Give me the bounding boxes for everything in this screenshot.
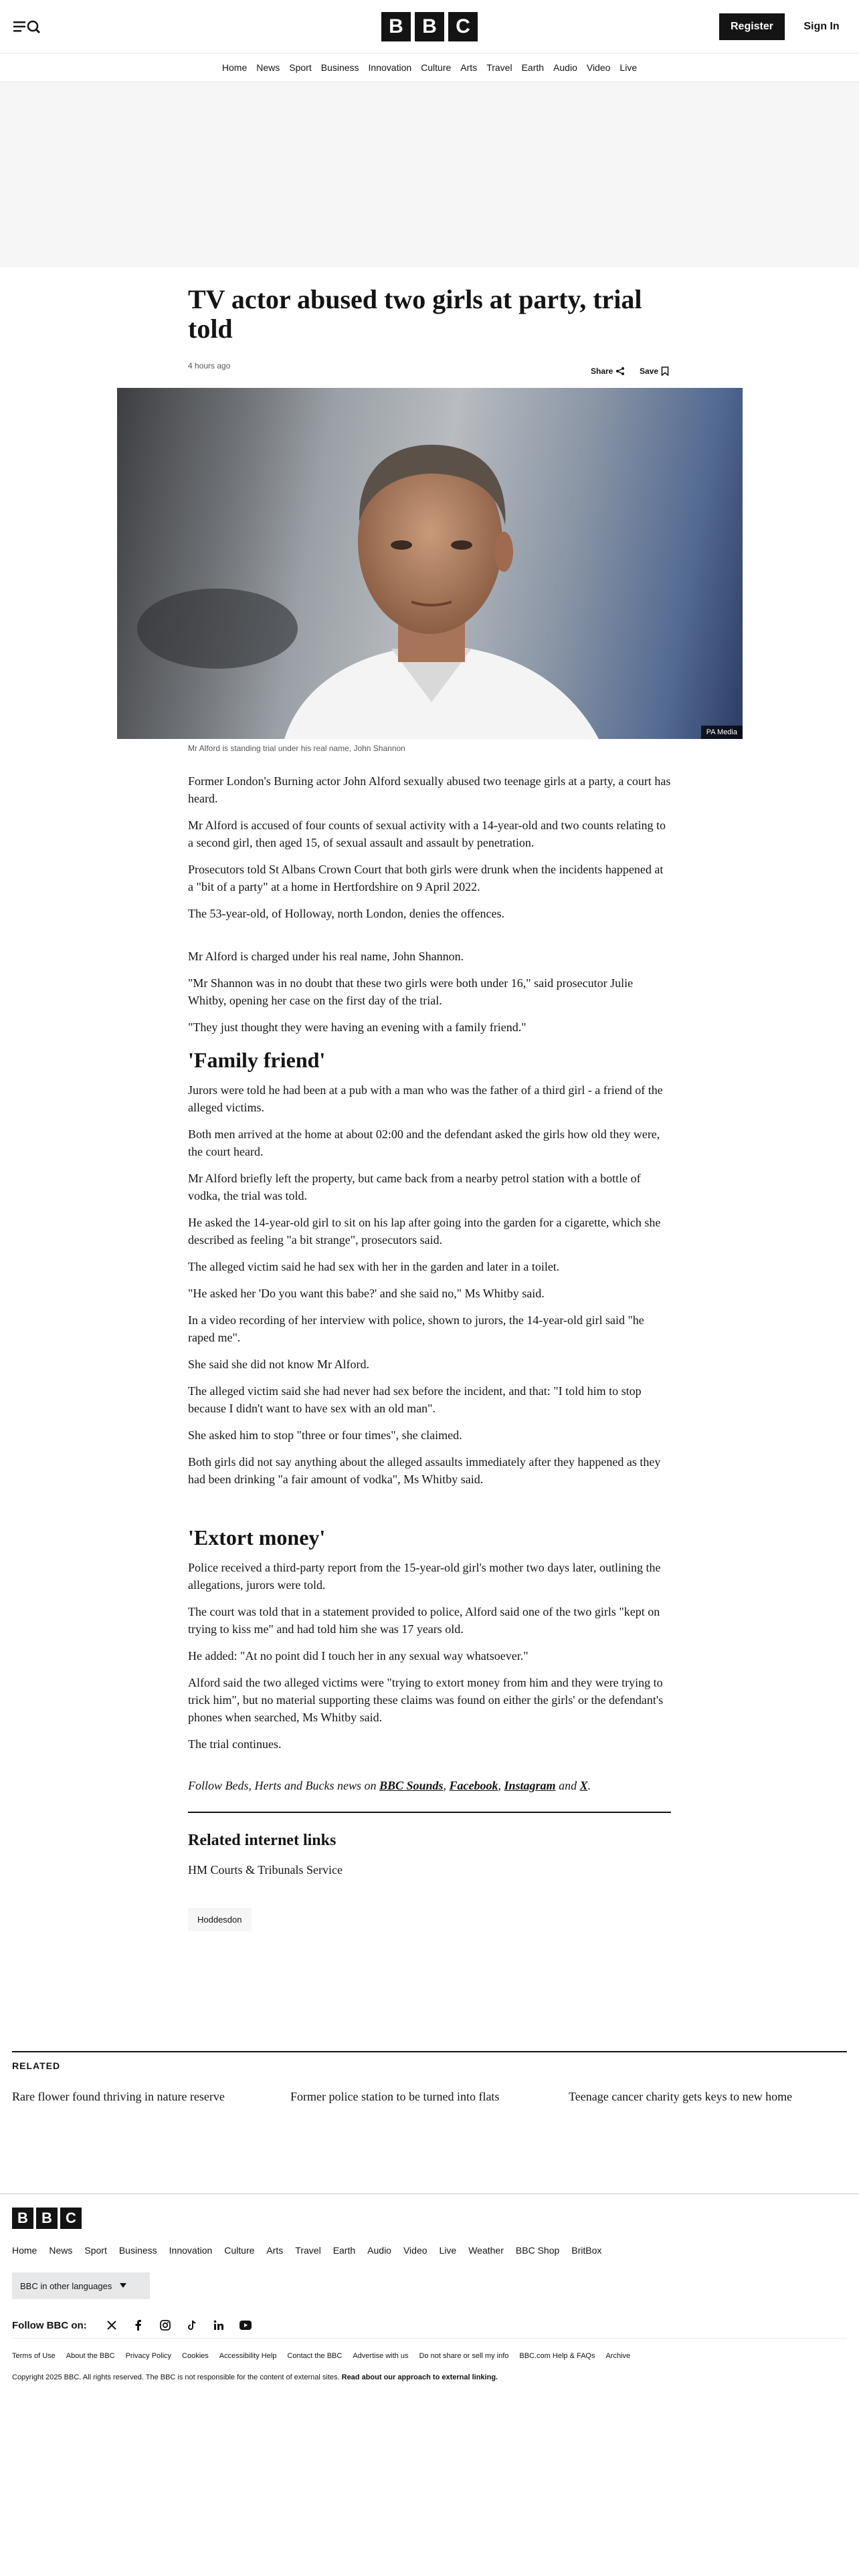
nav-item-culture[interactable]: Culture (421, 62, 452, 73)
related-links-title: Related internet links (188, 1832, 337, 1849)
follow-separator: and (555, 1779, 580, 1792)
copyright (12, 2373, 498, 2381)
paragraph: Mr Alford briefly left the property, but came back from a nearby petrol station with a bottle of vodka, the trial was told. (188, 1172, 641, 1202)
footer-bbc-logo[interactable] (12, 2208, 82, 2229)
social-icons (106, 2319, 252, 2331)
nav-item-sport[interactable]: Sport (289, 62, 312, 73)
paragraph: The alleged victim said she had never had sex before the incident, and that: "I told him to stop because I didn't want to have sex with an old man". (188, 1384, 642, 1415)
related-card[interactable]: Former police station to be turned into flats (290, 2090, 500, 2103)
external-linking-link[interactable]: Read about our approach to external linking. (341, 2373, 498, 2381)
footer-nav-item[interactable]: Weather (468, 2245, 504, 2256)
legal-link[interactable]: Archive (605, 2352, 631, 2360)
paragraph: Prosecutors told St Albans Crown Court that both girls were drunk when the incidents happened at a "bit of a party" at a home in Hertfordshire on 9 April 2022. (188, 863, 664, 893)
article-body (188, 772, 671, 1931)
footer-nav-item[interactable]: Sport (84, 2245, 107, 2256)
bbc-sounds-link[interactable]: BBC Sounds (379, 1779, 444, 1792)
follow-line (188, 1777, 671, 1794)
logo-letter: B (12, 2208, 33, 2229)
footer-nav-item[interactable]: Arts (266, 2245, 284, 2256)
top-bar (0, 0, 859, 53)
logo-letter: B (381, 12, 411, 41)
logo-letter: C (448, 12, 478, 41)
paragraph: "They just thought they were having an evening with a family friend." (188, 1021, 527, 1034)
ad-gap (188, 1497, 671, 1513)
article-header (188, 267, 671, 380)
subheading: 'Extort money' (188, 1525, 326, 1549)
paragraph: The court was told that in a statement provided to police, Alford said one of the two girls "kept on trying to kiss me" and had told him she was 17 years old. (188, 1605, 660, 1636)
paragraph: Both men arrived at the home at about 02:00 and the defendant asked the girls how old they were, the court heard. (188, 1128, 660, 1158)
instagram-link[interactable]: Instagram (504, 1779, 556, 1792)
hero-image (117, 388, 743, 739)
paragraph: The trial continues. (188, 1737, 282, 1751)
paragraph: Police received a third-party report from the 15-year-old girl's mother two days later, outlining the allegations, jurors were told. (188, 1561, 661, 1592)
paragraph: He asked the 14-year-old girl to sit on his lap after going into the garden for a cigarette, which she described as feeling "a bit strange", prosecutors said. (188, 1216, 661, 1247)
menu-icon (12, 17, 44, 36)
follow-prefix: Follow Beds, Herts and Bucks news on (188, 1779, 379, 1792)
paragraph: Mr Alford is accused of four counts of sexual activity with a 14-year-old and two counts relating to a second girl, then aged 15, of sexual assault and assault by penetration. (188, 819, 666, 849)
footer-nav-item[interactable]: News (49, 2245, 73, 2256)
paragraph: In a video recording of her interview with police, shown to jurors, the 14-year-old girl said "he raped me". (188, 1313, 644, 1344)
legal-link[interactable]: Accessibility Help (219, 2352, 277, 2360)
share-icon (615, 366, 625, 376)
footer-nav-item[interactable]: Innovation (169, 2245, 213, 2256)
topic-tag[interactable]: Hoddesdon (188, 1908, 252, 1931)
footer (0, 2193, 859, 2394)
main-nav (0, 53, 859, 82)
footer-nav-item[interactable]: Travel (295, 2245, 321, 2256)
register-button[interactable]: Register (719, 13, 785, 40)
legal-link[interactable]: Contact the BBC (287, 2352, 343, 2360)
paragraph: Alford said the two alleged victims were "trying to extort money from him and they were trying to trick him", but no material supporting these claims was found on either the girls' or the defendant's phones when searched, Ms Whitby said. (188, 1676, 664, 1724)
footer-nav-item[interactable]: Earth (332, 2245, 356, 2256)
legal-links (12, 2352, 630, 2360)
caret-down-icon (120, 2283, 126, 2288)
advert-space (0, 82, 859, 267)
subheading: 'Family friend' (188, 1048, 326, 1072)
paragraph: Mr Alford is charged under his real name, John Shannon. (188, 950, 464, 963)
facebook-link[interactable]: Facebook (449, 1779, 498, 1792)
legal-link[interactable]: Advertise with us (353, 2352, 409, 2360)
related-section (12, 2051, 847, 2104)
paragraph: The 53-year-old, of Holloway, north London, denies the offences. (188, 907, 505, 920)
legal-link[interactable]: About the BBC (66, 2352, 115, 2360)
related-cards (12, 2090, 847, 2104)
paragraph: He added: "At no point did I touch her in any sexual way whatsoever." (188, 1649, 529, 1662)
footer-nav-item[interactable]: Live (439, 2245, 457, 2256)
youtube-icon[interactable] (240, 2319, 252, 2331)
follow-separator: , (443, 1779, 450, 1792)
ad-gap (188, 932, 671, 948)
footer-nav-item[interactable]: Home (12, 2245, 37, 2256)
follow-bbc-row (12, 2319, 847, 2339)
image-credit: PA Media (701, 726, 743, 739)
bbc-logo[interactable] (381, 12, 478, 41)
paragraph: "He asked her 'Do you want this babe?' and she said no," Ms Whitby said. (188, 1287, 545, 1300)
image-caption: Mr Alford is standing trial under his real name, John Shannon (188, 744, 405, 753)
nav-item-live[interactable]: Live (619, 62, 638, 73)
share-label: Share (591, 366, 613, 376)
footer-nav-item[interactable]: Video (403, 2245, 427, 2256)
headline: TV actor abused two girls at party, trial told (188, 284, 642, 344)
save-button[interactable] (640, 366, 669, 376)
nav-item-innovation[interactable]: Innovation (368, 62, 412, 73)
nav-item-business[interactable]: Business (320, 62, 359, 73)
timestamp: 4 hours ago (188, 361, 231, 370)
related-internet-link[interactable]: HM Courts & Tribunals Service (188, 1863, 343, 1876)
nav-item-earth[interactable]: Earth (521, 62, 545, 73)
tiktok-icon[interactable] (186, 2319, 198, 2331)
x-icon[interactable] (106, 2319, 118, 2331)
nav-item-news[interactable]: News (256, 62, 280, 73)
footer-nav-item[interactable]: Culture (224, 2245, 255, 2256)
language-label: BBC in other languages (20, 2280, 112, 2291)
paragraph: Jurors were told he had been at a pub with a man who was the father of a third girl - a friend of the alleged victims. (188, 1083, 663, 1114)
nav-item-arts[interactable]: Arts (460, 62, 478, 73)
footer-nav-item[interactable]: BritBox (571, 2245, 602, 2256)
linkedin-icon[interactable] (213, 2319, 225, 2331)
related-card[interactable]: Rare flower found thriving in nature reserve (12, 2090, 225, 2103)
divider (188, 1812, 671, 1813)
legal-link[interactable]: Cookies (182, 2352, 209, 2360)
instagram-icon[interactable] (159, 2319, 171, 2331)
logo-letter: B (36, 2208, 58, 2229)
follow-bbc-label: Follow BBC on: (12, 2319, 87, 2331)
logo-letter: B (415, 12, 444, 41)
paragraph: She said she did not know Mr Alford. (188, 1358, 369, 1371)
facebook-icon[interactable] (132, 2319, 145, 2331)
footer-nav-item[interactable]: BBC Shop (515, 2245, 560, 2256)
sign-in-button[interactable]: Sign In (803, 21, 840, 32)
paragraph: Both girls did not say anything about the alleged assaults immediately after they happened as they had been drinking "a fair amount of vodka", Ms Whitby said. (188, 1455, 661, 1486)
nav-item-travel[interactable]: Travel (486, 62, 512, 73)
paragraph: The alleged victim said he had sex with her in the garden and later in a toilet. (188, 1260, 560, 1273)
logo-letter: C (60, 2208, 82, 2229)
paragraph: Former London's Burning actor John Alford sexually abused two teenage girls at a party, a court has heard. (188, 774, 671, 805)
bookmark-icon (661, 366, 669, 376)
paragraph: She asked him to stop "three or four times", she claimed. (188, 1428, 462, 1442)
footer-nav (12, 2245, 601, 2256)
legal-link[interactable]: BBC.com Help & FAQs (519, 2352, 595, 2360)
follow-separator: , (498, 1779, 504, 1792)
legal-link[interactable]: Terms of Use (12, 2352, 56, 2360)
footer-nav-item[interactable]: Audio (367, 2245, 391, 2256)
share-button[interactable] (591, 366, 625, 376)
legal-link[interactable]: Privacy Policy (125, 2352, 172, 2360)
meta-row (188, 353, 671, 380)
paragraph: "Mr Shannon was in no doubt that these two girls were both under 16," said prosecutor Julie Whitby, opening her case on the first day of the trial. (188, 976, 634, 1007)
nav-item-home[interactable]: Home (221, 62, 248, 73)
nav-item-video[interactable]: Video (586, 62, 611, 73)
related-title: RELATED (12, 2060, 61, 2071)
related-card[interactable]: Teenage cancer charity gets keys to new home (569, 2090, 793, 2103)
save-label: Save (640, 366, 659, 376)
copyright-text: Copyright 2025 BBC. All rights reserved. The BBC is not responsible for the content of external sites. (12, 2373, 340, 2381)
footer-nav-item[interactable]: Business (118, 2245, 157, 2256)
follow-end: . (587, 1779, 591, 1792)
menu-search-button[interactable] (12, 17, 44, 36)
language-dropdown[interactable] (12, 2272, 150, 2299)
legal-link[interactable]: Do not share or sell my info (419, 2352, 509, 2360)
nav-item-audio[interactable]: Audio (553, 62, 577, 73)
portrait-illustration (117, 388, 743, 739)
x-link[interactable]: X (579, 1779, 588, 1792)
